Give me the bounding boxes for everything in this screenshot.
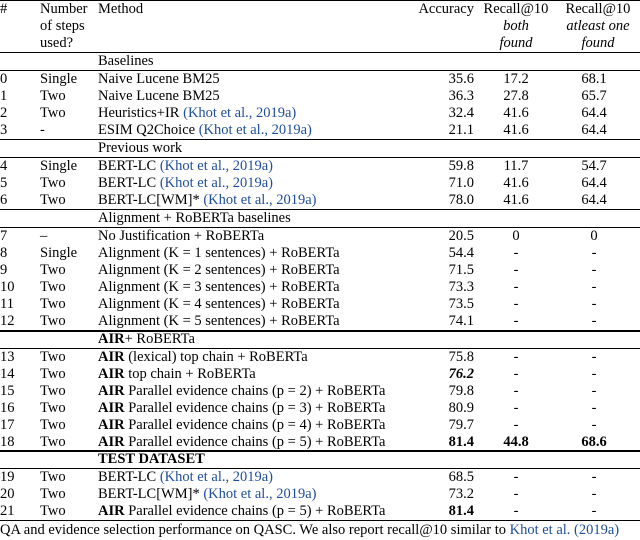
row-accuracy: 75.8: [448, 349, 474, 365]
table-row: [0, 313, 640, 330]
table-row: [0, 349, 640, 366]
method-text: (lexical) top chain + RoBERTa: [124, 349, 308, 365]
row-number: 16: [0, 400, 15, 416]
row-recall-atleast-one: -: [591, 486, 597, 502]
row-method: [98, 228, 264, 245]
table-row: [0, 158, 640, 175]
row-number: 3: [0, 122, 8, 138]
row-accuracy: 71.5: [448, 262, 474, 278]
method-text: Alignment (K = 5 sentences) + RoBERTa: [98, 313, 340, 329]
header-recall-one-1: Recall@10: [565, 1, 631, 17]
table-row: [0, 400, 640, 417]
table-row: [0, 71, 640, 88]
table-row: [0, 88, 640, 105]
row-number: 17: [0, 417, 15, 433]
method-text: Parallel evidence chains (p = 3) + RoBERTa: [124, 400, 386, 416]
section-previous-work: Previous work: [98, 140, 183, 156]
method-text: Alignment (K = 2 sentences) + RoBERTa: [98, 262, 340, 278]
rule: [0, 209, 640, 210]
row-method: [98, 105, 296, 122]
bottom-rule: [0, 520, 640, 521]
row-steps: Two: [40, 175, 66, 191]
row-recall-atleast-one: 64.4: [581, 175, 607, 191]
row-method: [98, 279, 340, 296]
section-baselines: Baselines: [98, 53, 154, 69]
header-recall-one-2: atleast one: [566, 18, 630, 34]
section-air-bold: AIR: [98, 331, 125, 347]
row-accuracy: 79.7: [448, 417, 474, 433]
row-recall-atleast-one: 0: [590, 228, 598, 244]
method-text: BERT-LC[WM]*: [98, 486, 204, 502]
table-row: [0, 245, 640, 262]
row-method: [98, 503, 386, 520]
table-row: [0, 228, 640, 245]
table-row: [0, 175, 640, 192]
row-recall-both: 41.6: [503, 192, 529, 208]
row-steps: -: [40, 122, 45, 138]
table-row: [0, 434, 640, 451]
row-recall-both: 17.2: [503, 71, 529, 87]
method-air: AIR: [98, 349, 125, 365]
method-air: AIR: [98, 400, 125, 416]
table-row: [0, 503, 640, 520]
table-row: [0, 417, 640, 434]
section-air: [98, 331, 195, 348]
header-steps-1: Number: [40, 1, 88, 17]
row-recall-both: -: [513, 296, 519, 312]
row-number: 8: [0, 245, 8, 261]
method-air: AIR: [98, 366, 125, 382]
row-accuracy: 36.3: [448, 88, 474, 104]
row-accuracy: 78.0: [448, 192, 474, 208]
row-accuracy: 74.1: [448, 313, 474, 329]
row-recall-both: -: [513, 417, 519, 433]
method-citation[interactable]: (Khot et al., 2019a): [159, 175, 273, 191]
method-text: BERT-LC: [98, 158, 160, 174]
caption-citation[interactable]: Khot et al. (2019a): [509, 522, 620, 538]
row-recall-both: -: [513, 469, 519, 485]
row-recall-both: -: [513, 503, 519, 519]
header-recall-both-3: found: [499, 35, 533, 51]
row-recall-atleast-one: 65.7: [581, 88, 607, 104]
row-method: [98, 158, 273, 175]
row-method: [98, 88, 220, 105]
row-number: 10: [0, 279, 15, 295]
row-recall-both: -: [513, 486, 519, 502]
row-recall-both: -: [513, 400, 519, 416]
row-recall-atleast-one: -: [591, 417, 597, 433]
method-citation[interactable]: (Khot et al., 2019a): [203, 192, 317, 208]
row-number: 14: [0, 366, 15, 382]
header-method: Method: [98, 1, 144, 17]
header-number: #: [0, 1, 8, 17]
method-text: Parallel evidence chains (p = 5) + RoBERTa: [124, 434, 386, 450]
row-recall-both: 0: [512, 228, 520, 244]
section-test-dataset: TEST DATASET: [98, 451, 205, 467]
row-recall-both: -: [513, 245, 519, 261]
row-steps: Two: [40, 366, 66, 382]
row-method: [98, 245, 340, 262]
method-citation[interactable]: (Khot et al., 2019a): [183, 105, 297, 121]
method-text: top chain + RoBERTa: [124, 366, 256, 382]
method-citation[interactable]: (Khot et al., 2019a): [159, 158, 273, 174]
row-accuracy: 76.2: [448, 366, 474, 382]
method-air: AIR: [98, 503, 125, 519]
table-row: [0, 469, 640, 486]
table-row: [0, 486, 640, 503]
row-steps: Two: [40, 192, 66, 208]
row-recall-atleast-one: -: [591, 503, 597, 519]
header-accuracy: Accuracy: [418, 1, 474, 17]
header-recall-both-2: both: [503, 18, 529, 34]
caption-text: QA and evidence selection performance on QASC. We also report recall@10 similar to: [0, 522, 510, 538]
row-number: 19: [0, 469, 15, 485]
row-recall-atleast-one: -: [591, 383, 597, 399]
method-text: ESIM Q2Choice: [98, 122, 199, 138]
section-alignment: Alignment + RoBERTa baselines: [98, 210, 291, 226]
header-recall-both-1: Recall@10: [483, 1, 549, 17]
row-steps: Two: [40, 105, 66, 121]
row-recall-both: -: [513, 349, 519, 365]
row-recall-both: -: [513, 383, 519, 399]
method-text: Alignment (K = 1 sentences) + RoBERTa: [98, 245, 340, 261]
row-method: [98, 434, 386, 451]
table-row: [0, 279, 640, 296]
row-method: [98, 175, 273, 192]
row-accuracy: 21.1: [448, 122, 474, 138]
row-steps: Two: [40, 383, 66, 399]
table-caption: [0, 522, 640, 539]
method-text: BERT-LC: [98, 175, 160, 191]
method-text: BERT-LC[WM]*: [98, 192, 204, 208]
row-steps: Two: [40, 417, 66, 433]
row-steps: Two: [40, 88, 66, 104]
table-row: [0, 122, 640, 139]
row-accuracy: 68.5: [448, 469, 474, 485]
method-text: Parallel evidence chains (p = 4) + RoBERTa: [124, 417, 386, 433]
section-air-rest: + RoBERTa: [124, 331, 195, 347]
method-text: Alignment (K = 4 sentences) + RoBERTa: [98, 296, 340, 312]
method-citation[interactable]: (Khot et al., 2019a): [198, 122, 312, 138]
table-row: [0, 105, 640, 122]
row-steps: Two: [40, 262, 66, 278]
row-number: 2: [0, 105, 8, 121]
row-method: [98, 486, 316, 503]
row-number: 15: [0, 383, 15, 399]
row-recall-atleast-one: 68.6: [581, 434, 607, 450]
row-recall-both: -: [513, 279, 519, 295]
header-recall-one-3: found: [581, 35, 615, 51]
row-accuracy: 20.5: [448, 228, 474, 244]
row-number: 11: [0, 296, 14, 312]
row-accuracy: 81.4: [448, 434, 474, 450]
row-recall-both: 41.6: [503, 122, 529, 138]
row-accuracy: 73.2: [448, 486, 474, 502]
row-number: 12: [0, 313, 15, 329]
rule: [0, 139, 640, 140]
method-text: Alignment (K = 3 sentences) + RoBERTa: [98, 279, 340, 295]
row-accuracy: 35.6: [448, 71, 474, 87]
method-air: AIR: [98, 434, 125, 450]
header-steps-3: used?: [40, 35, 74, 51]
row-recall-atleast-one: 64.4: [581, 122, 607, 138]
row-number: 6: [0, 192, 8, 208]
row-steps: Two: [40, 434, 66, 450]
row-method: [98, 383, 386, 400]
method-citation[interactable]: (Khot et al., 2019a): [159, 469, 273, 485]
row-method: [98, 400, 386, 417]
method-citation[interactable]: (Khot et al., 2019a): [203, 486, 317, 502]
row-recall-atleast-one: 64.4: [581, 192, 607, 208]
row-number: 1: [0, 88, 8, 104]
row-steps: Two: [40, 469, 66, 485]
row-method: [98, 262, 340, 279]
row-method: [98, 71, 220, 88]
row-recall-atleast-one: -: [591, 366, 597, 382]
row-steps: Single: [40, 245, 78, 261]
row-recall-atleast-one: -: [591, 313, 597, 329]
row-steps: –: [40, 228, 48, 244]
row-method: [98, 366, 256, 383]
method-text: BERT-LC: [98, 469, 160, 485]
row-recall-atleast-one: -: [591, 245, 597, 261]
row-recall-both: 27.8: [503, 88, 529, 104]
row-method: [98, 122, 312, 139]
row-method: [98, 417, 386, 434]
row-number: 20: [0, 486, 15, 502]
row-steps: Two: [40, 349, 66, 365]
header-steps-2: of steps: [40, 18, 85, 34]
row-steps: Two: [40, 503, 66, 519]
row-method: [98, 313, 340, 330]
row-method: [98, 349, 308, 366]
row-number: 13: [0, 349, 15, 365]
row-steps: Two: [40, 296, 66, 312]
row-accuracy: 59.8: [448, 158, 474, 174]
row-number: 18: [0, 434, 15, 450]
row-accuracy: 73.3: [448, 279, 474, 295]
row-accuracy: 79.8: [448, 383, 474, 399]
row-recall-both: 11.7: [503, 158, 529, 174]
row-recall-both: 41.6: [503, 105, 529, 121]
row-number: 5: [0, 175, 8, 191]
row-recall-both: -: [513, 262, 519, 278]
row-recall-atleast-one: -: [591, 279, 597, 295]
row-number: 4: [0, 158, 8, 174]
row-steps: Two: [40, 279, 66, 295]
method-text: Naive Lucene BM25: [98, 71, 220, 87]
row-steps: Two: [40, 400, 66, 416]
row-number: 0: [0, 71, 8, 87]
row-accuracy: 54.4: [448, 245, 474, 261]
table-row: [0, 296, 640, 313]
table-row: [0, 192, 640, 209]
method-text: Heuristics+IR: [98, 105, 184, 121]
method-text: Naive Lucene BM25: [98, 88, 220, 104]
row-recall-atleast-one: -: [591, 349, 597, 365]
row-recall-atleast-one: 64.4: [581, 105, 607, 121]
row-recall-atleast-one: -: [591, 296, 597, 312]
header-rule: [0, 52, 640, 53]
method-text: No Justification + RoBERTa: [98, 228, 265, 244]
row-number: 9: [0, 262, 8, 278]
row-accuracy: 80.9: [448, 400, 474, 416]
table-row: [0, 383, 640, 400]
table-row: [0, 262, 640, 279]
row-recall-both: 41.6: [503, 175, 529, 191]
row-recall-atleast-one: -: [591, 469, 597, 485]
row-method: [98, 192, 316, 209]
rule: [0, 330, 640, 332]
method-text: Parallel evidence chains (p = 2) + RoBERTa: [124, 383, 386, 399]
method-air: AIR: [98, 383, 125, 399]
row-recall-atleast-one: 54.7: [581, 158, 607, 174]
row-method: [98, 469, 273, 486]
row-recall-both: 44.8: [503, 434, 529, 450]
row-accuracy: 71.0: [448, 175, 474, 191]
row-number: 21: [0, 503, 15, 519]
row-steps: Two: [40, 486, 66, 502]
row-accuracy: 32.4: [448, 105, 474, 121]
method-air: AIR: [98, 417, 125, 433]
row-accuracy: 73.5: [448, 296, 474, 312]
row-steps: Single: [40, 71, 78, 87]
row-recall-atleast-one: -: [591, 262, 597, 278]
row-steps: Two: [40, 313, 66, 329]
row-recall-both: -: [513, 366, 519, 382]
table-row: [0, 366, 640, 383]
method-text: Parallel evidence chains (p = 5) + RoBERTa: [124, 503, 386, 519]
row-recall-atleast-one: 68.1: [581, 71, 607, 87]
row-recall-atleast-one: -: [591, 400, 597, 416]
row-method: [98, 296, 340, 313]
row-steps: Single: [40, 158, 78, 174]
row-accuracy: 81.4: [448, 503, 474, 519]
row-number: 7: [0, 228, 8, 244]
row-recall-both: -: [513, 313, 519, 329]
